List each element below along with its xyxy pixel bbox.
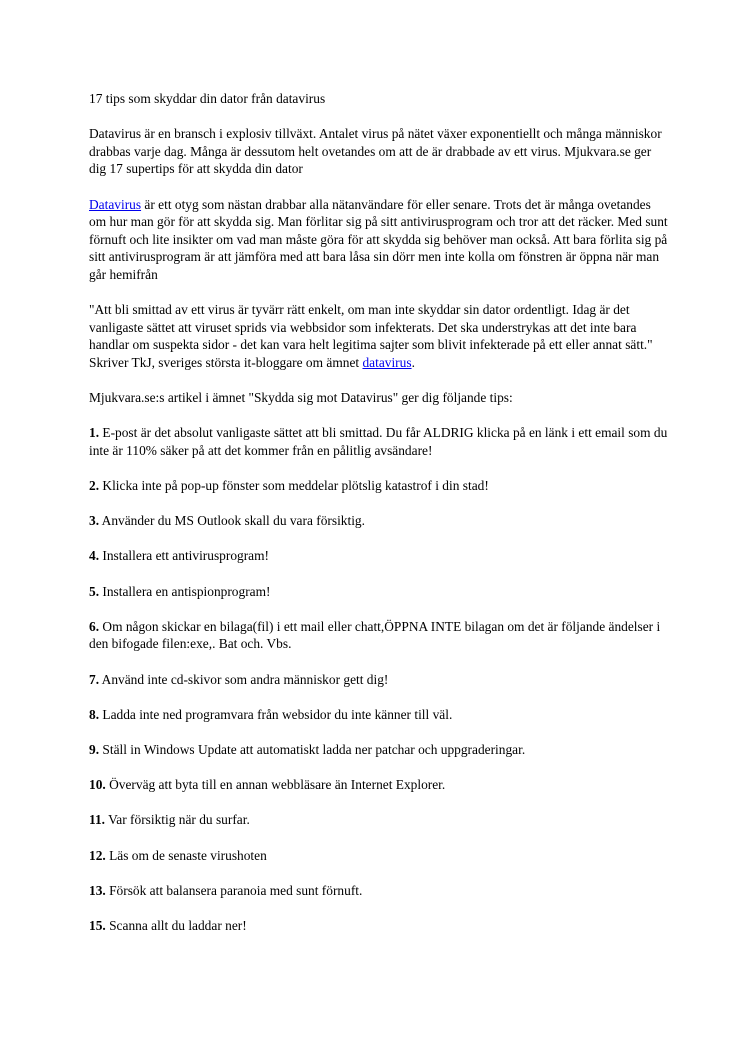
- list-item: [89, 917, 669, 935]
- tip-text: Var försiktig när du surfar.: [108, 812, 250, 828]
- tip-text: E-post är det absolut vanligaste sättet att bli smittad. Du får ALDRIG klicka på en länk i ett email som du inte är 110% säker på att det kommer från en pålitlig avsändare!: [89, 425, 668, 458]
- tip-number: 6.: [89, 618, 100, 634]
- tip-text: Ställ in Windows Update att automatiskt ladda ner patchar och uppgraderingar.: [102, 741, 526, 757]
- list-item: [89, 583, 669, 601]
- document-page: [89, 90, 669, 952]
- tip-text: Om någon skickar en bilaga(fil) i ett mail eller chatt,ÖPPNA INTE bilagan om det är följande ändelser i den bifogade filen:exe,. Bat och. Vbs.: [89, 618, 661, 652]
- body-paragraph-text: är ett otyg som nästan drabbar alla nätanvändare för eller senare. Trots det är många ovetandes om hur man gör för att skydda sig. Man förlitar sig på sitt antivirusprogram och tror att det räcker. Med sunt förnuft och lite insikter om vad man måste göra för att skydda sig behöver man också. Att bara förlita sig på sitt antivirusprogram är att jämföra med att bara låsa sin dörr men inte kolla om fönstren är öppna när man går hemifrån: [89, 196, 668, 282]
- intro-paragraph: Datavirus är en bransch i explosiv tillväxt. Antalet virus på nätet växer exponentiellt och många människor drabbas varje dag. Många är dessutom helt ovetandes om att de är drabbade av ett virus. Mjukvara.se ger dig 17 supertips för att skydda din dator: [89, 126, 662, 177]
- list-item: [89, 512, 669, 530]
- tip-number: 12.: [89, 847, 106, 863]
- quote-end: .: [411, 354, 415, 370]
- list-item: [89, 547, 669, 565]
- tip-number: 13.: [89, 882, 106, 898]
- tip-number: 5.: [89, 583, 100, 599]
- list-item: [89, 618, 669, 653]
- tip-text: Använd inte cd-skivor som andra människor gett dig!: [101, 671, 389, 687]
- tip-text: Installera en antispionprogram!: [102, 583, 271, 599]
- tip-number: 1.: [89, 425, 100, 441]
- tip-text: Scanna allt du laddar ner!: [109, 917, 247, 933]
- tip-number: 8.: [89, 706, 100, 722]
- body-paragraph: [89, 196, 669, 284]
- tip-number: 10.: [89, 777, 106, 793]
- quote-paragraph: [89, 301, 669, 371]
- quote-text: "Att bli smittad av ett virus är tyvärr rätt enkelt, om man inte skyddar sin dator ordentligt. Idag är det vanligaste sättet att viruset sprids via webbsidor som infekterats. Det ska understrykas att det inte bara handlar om suspekta sidor - det kan vara helt legitima sajter som blivit infekterade på ett eller annat sätt." Skriver TkJ, sveriges största it-bloggare om ämnet: [89, 302, 653, 370]
- tip-number: 11.: [89, 812, 105, 828]
- tips-list: [89, 424, 669, 934]
- tip-text: Ladda inte ned programvara från websidor du inte känner till väl.: [102, 706, 453, 722]
- list-item: [89, 776, 669, 794]
- datavirus-quote-link[interactable]: datavirus: [362, 354, 412, 370]
- datavirus-link[interactable]: Datavirus: [89, 196, 142, 212]
- list-item: [89, 706, 669, 724]
- list-item: [89, 811, 669, 829]
- tip-text: Installera ett antivirusprogram!: [102, 548, 269, 564]
- list-item: [89, 847, 669, 865]
- list-item: [89, 882, 669, 900]
- list-item: [89, 671, 669, 689]
- tip-text: Försök att balansera paranoia med sunt förnuft.: [109, 882, 363, 898]
- tip-number: 3.: [89, 513, 100, 529]
- tip-text: Klicka inte på pop-up fönster som meddelar plötslig katastrof i din stad!: [102, 478, 489, 494]
- tip-number: 4.: [89, 548, 100, 564]
- tip-number: 9.: [89, 741, 100, 757]
- list-item: [89, 741, 669, 759]
- tip-text: Använder du MS Outlook skall du vara försiktig.: [101, 513, 365, 529]
- tip-text: Läs om de senaste virushoten: [109, 847, 267, 863]
- tip-number: 7.: [89, 671, 100, 687]
- document-title: 17 tips som skyddar din dator från datavirus: [89, 91, 326, 106]
- tip-number: 15.: [89, 917, 106, 933]
- list-item: [89, 424, 669, 459]
- list-item: [89, 477, 669, 495]
- tip-text: Överväg att byta till en annan webbläsare än Internet Explorer.: [109, 777, 446, 793]
- tips-lead: Mjukvara.se:s artikel i ämnet "Skydda sig mot Datavirus" ger dig följande tips:: [89, 390, 513, 406]
- tip-number: 2.: [89, 478, 100, 494]
